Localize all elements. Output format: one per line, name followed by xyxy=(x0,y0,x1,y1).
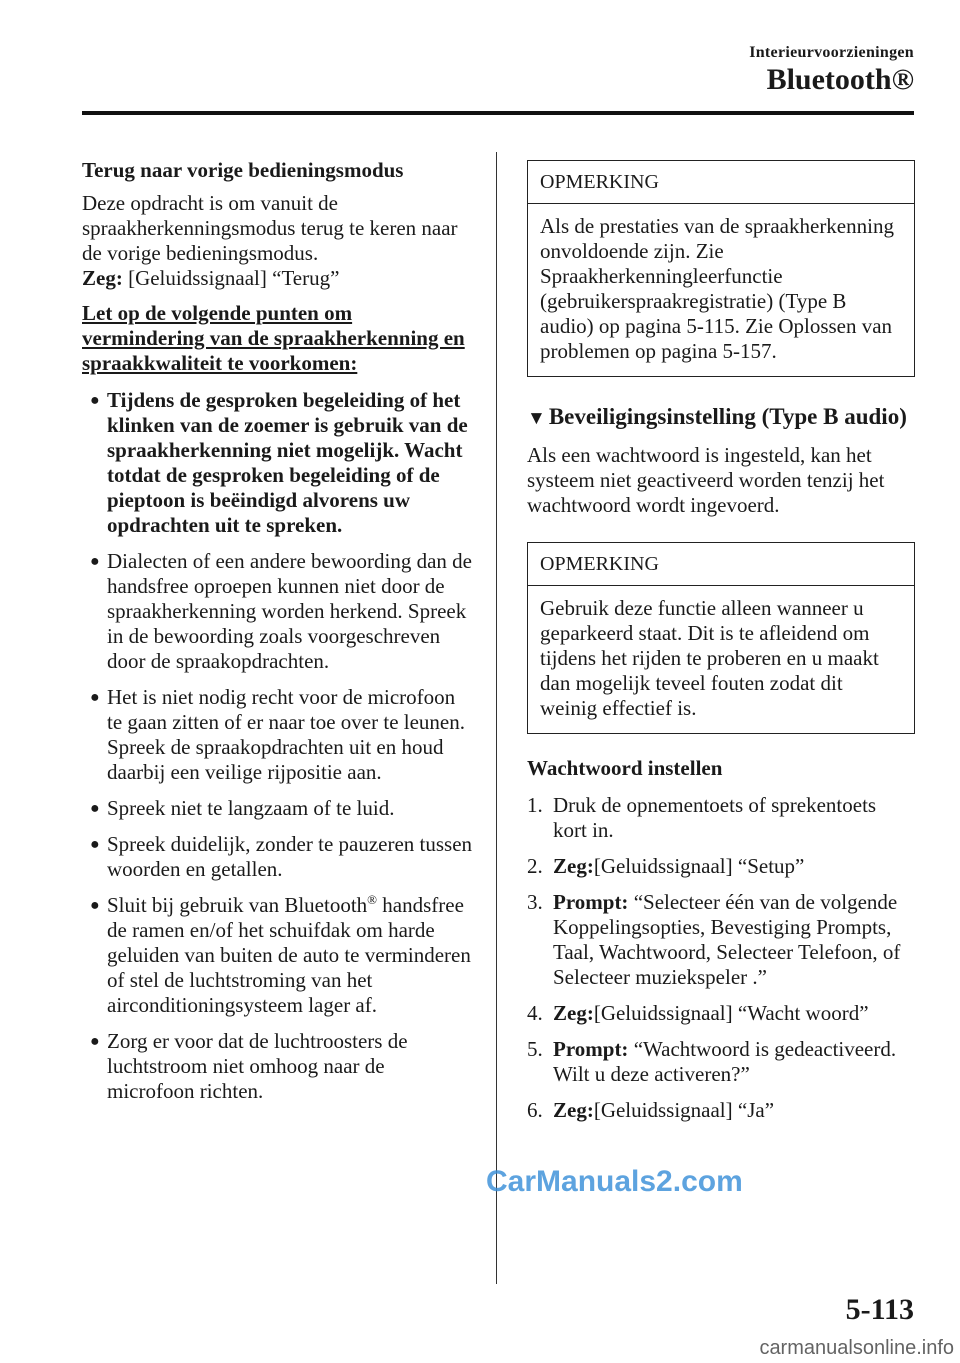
note-body: Gebruik deze functie alleen wanneer u geparkeerd staat. Dit is te afleidend om tijdens het rijden te proberen en u maakt dan mogelijk teveel fouten zodat dit weinig effectief is. xyxy=(540,596,879,720)
list-item-text: Het is niet nodig recht voor de microfoon te gaan zitten of er naar toe over te leunen. Spreek de spraakopdrachten uit en houd daarbij een veilige rijpositie aan. xyxy=(107,685,465,784)
list-item xyxy=(527,793,915,843)
registered-mark: ® xyxy=(367,892,378,907)
step-text: Druk de opnementoets of sprekentoets kort in. xyxy=(553,793,877,842)
left-column xyxy=(82,158,474,1115)
step-label: Zeg: xyxy=(553,1001,594,1025)
step-number: 5. xyxy=(527,1037,543,1061)
bullet-icon: ● xyxy=(90,897,100,914)
list-item-text: Zorg er voor dat de luchtroosters de luchtstroom niet omhoog naar de microfoon richten. xyxy=(107,1029,408,1103)
note-box-parked xyxy=(527,542,915,734)
step-number: 1. xyxy=(527,793,543,817)
header-section-label: Interieurvoorzieningen xyxy=(749,44,914,61)
step-text: “Selecteer één van de volgende Koppelingsopties, Bevestiging Prompts, Taal, Wachtwoord, Selecteer Telefoon, of Selecteer muziekspeler .” xyxy=(553,890,901,989)
list-item xyxy=(82,893,474,1018)
step-label: Zeg: xyxy=(553,1098,594,1122)
step-text: [Geluidssignaal] “Setup” xyxy=(593,854,805,878)
step-label: Prompt: xyxy=(553,1037,629,1061)
bullet-icon: ● xyxy=(90,836,100,853)
say-label: Zeg: xyxy=(82,266,123,290)
bullet-icon: ● xyxy=(90,800,100,817)
bullet-icon: ● xyxy=(90,1033,100,1050)
page-number: 5-113 xyxy=(845,1293,914,1326)
section-title: Beveiligingsinstelling (Type B audio) xyxy=(548,404,907,429)
header-rule xyxy=(82,111,914,115)
step-text: “Wachtwoord is gedeactiveerd. Wilt u deze activeren?” xyxy=(553,1037,897,1086)
note-box-performance xyxy=(527,160,915,377)
step-number: 4. xyxy=(527,1001,543,1025)
step-number: 6. xyxy=(527,1098,543,1122)
list-item-text: Spreek duidelijk, zonder te pauzeren tussen woorden en getallen. xyxy=(107,832,473,881)
step-text: [Geluidssignaal] “Wacht woord” xyxy=(593,1001,869,1025)
list-item xyxy=(527,1098,915,1123)
note-title: OPMERKING xyxy=(528,543,914,586)
right-column xyxy=(527,160,915,1134)
step-number: 2. xyxy=(527,854,543,878)
list-item xyxy=(527,1001,915,1026)
list-item xyxy=(527,854,915,879)
bullet-icon: ● xyxy=(90,553,100,570)
list-item-text: Tijdens de gesproken begeleiding of het klinken van de zoemer is gebruik van de spraakherkenning niet mogelijk. Wacht totdat de gesproken begeleiding of de pieptoon is beëindigd alvorens uw opdrachten uit te spreken. xyxy=(107,388,468,537)
step-label: Zeg: xyxy=(553,854,594,878)
warning-heading: Let op de volgende punten om vermindering van de spraakherkenning en spraakkwaliteit te voorkomen: xyxy=(82,301,465,375)
note-body: Als de prestaties van de spraakherkenning onvoldoende zijn. Zie Spraakherkenningleerfunctie (gebruikerspraakregistratie) (Type B audio) op pagina 5-115. Zie Oplossen van problemen op pagina 5-157. xyxy=(540,214,894,363)
list-item xyxy=(82,832,474,882)
note-title: OPMERKING xyxy=(528,161,914,204)
step-text: [Geluidssignaal] “Ja” xyxy=(593,1098,775,1122)
say-text: [Geluidssignaal] “Terug” xyxy=(122,266,340,290)
password-steps xyxy=(527,793,915,1123)
list-item xyxy=(82,796,474,821)
list-item xyxy=(527,890,915,990)
watermark-center: CarManuals2.com xyxy=(486,1165,743,1198)
intro-paragraph: Deze opdracht is om vanuit de spraakherkenningsmodus terug te keren naar de vorige bedieningsmodus. xyxy=(82,191,458,265)
list-item-text: Dialecten of een andere bewoording dan de handsfree oproepen kunnen niet door de spraakherkenning worden herkend. Spreek in de bewoording zoals voorgeschreven door de spraakopdrachten. xyxy=(107,549,472,673)
section-heading-back: Terug naar vorige bedieningsmodus xyxy=(82,158,404,182)
list-item xyxy=(82,388,474,538)
column-divider xyxy=(496,152,497,1284)
list-item xyxy=(82,549,474,674)
bullet-icon: ● xyxy=(90,689,100,706)
list-item-text: handsfree de ramen en/of het schuifdak om harde geluiden van buiten de auto te verminderen of stel de luchtstroming van het airconditioningsysteem lager af. xyxy=(107,893,471,1017)
list-item xyxy=(82,1029,474,1104)
list-item xyxy=(82,685,474,785)
tips-list xyxy=(82,388,474,1104)
list-item xyxy=(527,1037,915,1087)
subheading-set-password: Wachtwoord instellen xyxy=(527,756,723,780)
bullet-icon: ● xyxy=(90,392,100,409)
step-label: Prompt: xyxy=(553,890,629,914)
step-number: 3. xyxy=(527,890,543,914)
section-heading-security xyxy=(527,403,915,433)
list-item-text: Spreek niet te langzaam of te luid. xyxy=(107,796,395,820)
triangle-down-icon: ▼ xyxy=(527,408,546,429)
list-item-text: Sluit bij gebruik van Bluetooth xyxy=(107,893,368,917)
watermark-corner: carmanualsonline.info xyxy=(759,1337,954,1359)
header-title: Bluetooth® xyxy=(766,63,914,96)
security-intro: Als een wachtwoord is ingesteld, kan het systeem niet geactiveerd worden tenzij het wachtwoord wordt ingevoerd. xyxy=(527,443,885,517)
say-command xyxy=(82,266,474,291)
